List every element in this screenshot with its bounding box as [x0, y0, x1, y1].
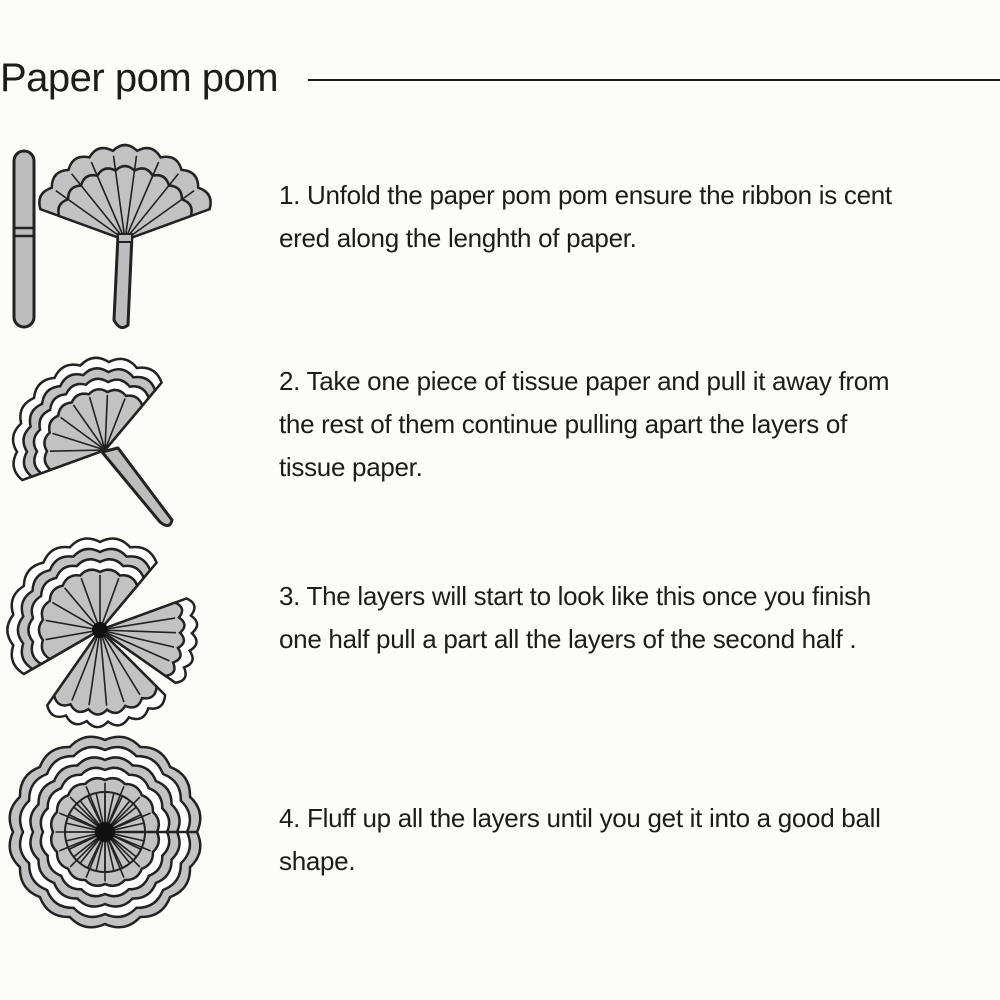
title-divider [308, 79, 1000, 81]
finished-pom-pom-icon [0, 735, 260, 935]
step-3-text: 3. The layers will start to look like this once you finish one half pull a part all the layers of the second half . [279, 581, 871, 654]
step-4 [0, 735, 1000, 935]
step-1-text: 1. Unfold the paper pom pom ensure the ribbon is cent ered along the lenghth of paper. [279, 180, 892, 253]
folded-and-fanned-paper-icon [0, 140, 260, 340]
step-3 [0, 535, 1000, 735]
step-1 [0, 140, 1000, 340]
page-title: Paper pom pom [0, 56, 279, 100]
half-pom-pom-icon [0, 535, 260, 735]
separated-fan-layers-icon [0, 340, 260, 540]
step-2-text: 2. Take one piece of tissue paper and pull it away from the rest of them continue pulling apart the layers of tissue paper. [279, 366, 890, 482]
step-4-text: 4. Fluff up all the layers until you get it into a good ball shape. [279, 803, 881, 876]
step-2 [0, 340, 1000, 540]
